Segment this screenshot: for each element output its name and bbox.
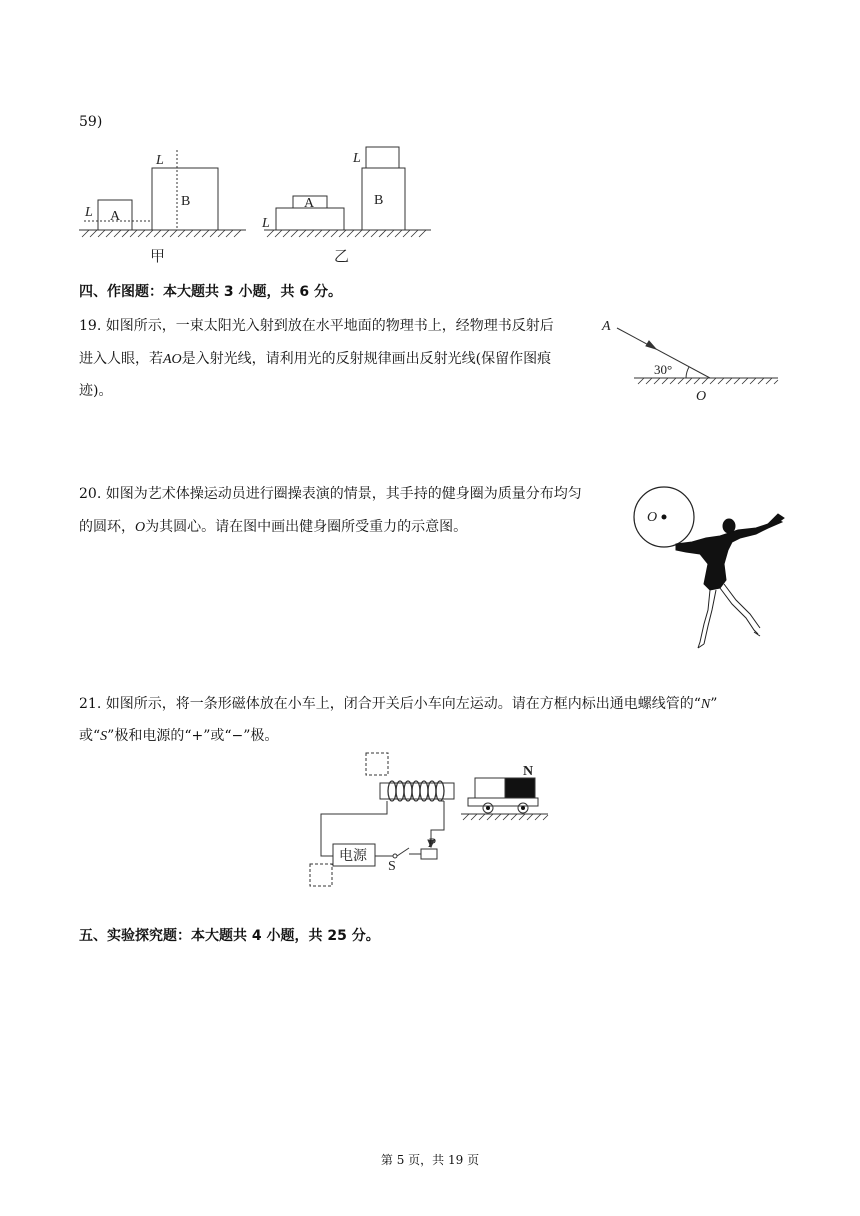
q19-line-2-b: 是入射光线，请利用光的反射规律画出反射光线(保留作图痕	[181, 351, 552, 367]
q19-line-3: 迹)。	[79, 383, 113, 399]
q20-fig-label-O: O	[647, 510, 658, 525]
q21-fig-magnet-label: N	[523, 764, 534, 779]
yi-label-L1: L	[262, 216, 270, 231]
answer-box-power-pole	[310, 864, 332, 886]
figure-21-solenoid-circuit	[303, 750, 558, 895]
q20-line-2-a: 的圆环，	[79, 519, 135, 535]
yi-caption: 乙	[334, 249, 350, 265]
q21-line-2-b: ”极和电源的“+”或“−”极。	[107, 728, 279, 744]
q21-line-2	[79, 726, 278, 747]
q21-var-N: N	[700, 697, 711, 712]
q19-fig-angle: 30°	[654, 362, 673, 377]
q19-line-2	[79, 349, 551, 370]
section-4-title: 四、作图题：本大题共 3 小题，共 6 分。	[79, 284, 342, 300]
jia-label-L1: L	[85, 205, 93, 220]
q21-fig-switch-label: S	[388, 859, 396, 874]
answer-box-solenoid-pole	[366, 753, 388, 775]
figure-20-gymnast-hoop	[628, 484, 788, 654]
page-footer: 第 5 页，共 19 页	[380, 1153, 480, 1167]
q20-line-2-b: 为其圆心。请在图中画出健身圈所受重力的示意图。	[145, 519, 468, 535]
jia-label-A: A	[110, 209, 121, 224]
q20-line-1: 20. 如图为艺术体操运动员进行圈操表演的情景，其手持的健身圈为质量分布均匀	[79, 486, 582, 502]
q19-fig-label-O: O	[696, 389, 707, 404]
q21-line-1-a: 21. 如图所示，将一条形磁体放在小车上，闭合开关后小车向左运动。请在方框内标出通电螺线管的“	[79, 696, 701, 712]
section-5-title: 五、实验探究题：本大题共 4 小题，共 25 分。	[79, 928, 380, 944]
q21-var-S: S	[100, 729, 108, 744]
q19-line-2-a: 进入人眼，若	[79, 351, 163, 367]
q21-line-1-b: ”	[710, 696, 718, 712]
q20-var-O: O	[135, 520, 146, 535]
jia-caption: 甲	[150, 249, 166, 265]
q19-var-AO: AO	[163, 352, 182, 367]
jia-label-L2: L	[156, 153, 164, 168]
question-fragment: 59)	[79, 114, 103, 130]
q21-line-1	[79, 694, 717, 715]
yi-label-L2: L	[353, 151, 361, 166]
figure-19-incident-ray	[598, 312, 783, 404]
q21-line-2-a: 或“	[79, 728, 101, 744]
yi-label-B: B	[374, 193, 384, 208]
figure-18-blocks	[76, 142, 436, 267]
yi-label-A: A	[304, 196, 315, 211]
q19-line-1: 19. 如图所示，一束太阳光入射到放在水平地面的物理书上，经物理书反射后	[79, 318, 554, 334]
q21-fig-power-label: 电源	[339, 849, 367, 864]
q19-fig-label-A: A	[602, 319, 611, 334]
q20-line-2	[79, 517, 467, 538]
jia-label-B: B	[181, 194, 191, 209]
q21-fig-slider-label: P	[428, 835, 436, 850]
